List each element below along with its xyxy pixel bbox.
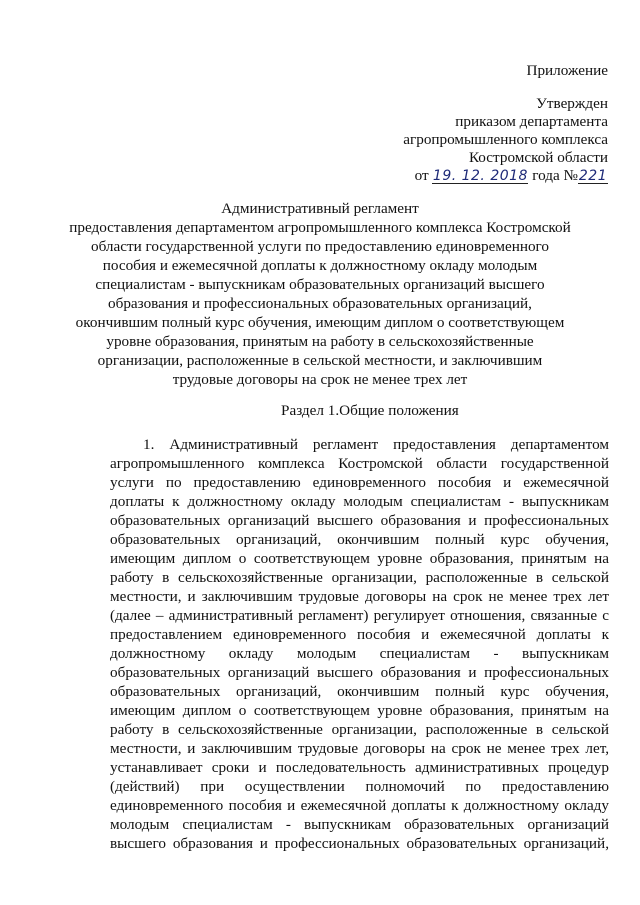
body-line: образовательных организаций, окончившим полный курс обучения, <box>110 531 609 548</box>
body-line: должностному окладу молодым специалистам - выпускникам <box>110 645 609 662</box>
order-line-2: агропромышленного комплекса <box>403 131 608 148</box>
order-line-3: Костромской области <box>468 149 608 166</box>
body-line: устанавливает сроки и последовательность административных процедур <box>110 759 609 776</box>
body-line: имеющим диплом о соответствующем уровне образования, принятым на <box>110 550 609 567</box>
body-line: местности, и заключившим трудовые договоры на срок не менее трех лет <box>110 588 609 605</box>
title-line: пособия и ежемесячной доплаты к должностному окладу молодым <box>102 257 538 274</box>
title-heading: Административный регламент <box>221 200 419 217</box>
title-line: окончившим полный курс обучения, имеющим диплом о соответствующем <box>75 314 565 331</box>
handwritten-number: 221 <box>578 168 608 184</box>
title-line: предоставления департаментом агропромышленного комплекса Костромской <box>69 219 571 236</box>
body-line: доплаты к должностному окладу молодым специалистам - выпускникам <box>110 493 609 510</box>
body-line: образовательных организаций высшего образования и профессиональных <box>110 512 609 529</box>
body-line: молодым специалистам - выпускникам образовательных организаций <box>110 816 609 833</box>
section-heading: Раздел 1.Общие положения <box>281 402 459 419</box>
body-line: высшего образования и профессиональных образовательных организаций, <box>110 835 609 852</box>
title-line: уровне образования, принятым на работу в сельскохозяйственные <box>106 333 534 350</box>
body-line: (действий) при осуществлении полномочий по предоставлению <box>110 778 609 795</box>
appendix-label: Приложение <box>526 62 608 79</box>
title-line: организации, расположенные в сельской местности, и заключившим <box>97 352 543 369</box>
title-line: специалистам - выпускникам образовательных организаций высшего <box>95 276 545 293</box>
date-suffix: года № <box>532 167 578 184</box>
body-line: предоставлением единовременного пособия и ежемесячной доплаты к <box>110 626 609 643</box>
body-line: услуги по предоставлению единовременного пособия и ежемесячной <box>110 474 609 491</box>
body-line: образовательных организаций, окончившим полный курс обучения, <box>110 683 609 700</box>
body-line: (далее – административный регламент) регулирует отношения, связанные с <box>110 607 609 624</box>
body-line: работу в сельскохозяйственные организации, расположенные в сельской <box>110 721 609 738</box>
body-line: работу в сельскохозяйственные организации, расположенные в сельской <box>110 569 609 586</box>
body-line: агропромышленного комплекса Костромской области государственной <box>110 455 609 472</box>
body-line: местности, и заключившим трудовые договоры на срок не менее трех лет, <box>110 740 609 757</box>
body-line: имеющим диплом о соответствующем уровне образования, принятым на <box>110 702 609 719</box>
body-line: единовременного пособия и ежемесячной доплаты к должностному окладу <box>110 797 609 814</box>
title-line: трудовые договоры на срок не менее трех лет <box>172 371 468 388</box>
approved-label: Утвержден <box>536 95 608 112</box>
handwritten-date: 19. 12. 2018 <box>432 168 528 184</box>
body-line: образовательных организаций высшего образования и профессиональных <box>110 664 609 681</box>
title-line: образования и профессиональных образовательных организаций, <box>108 295 532 312</box>
date-prefix: от <box>414 167 429 184</box>
body-line: 1. Административный регламент предоставления департаментом <box>143 436 609 453</box>
title-line: области государственной услуги по предоставлению единовременного <box>90 238 549 255</box>
order-line-1: приказом департамента <box>455 113 608 130</box>
order-date-line <box>415 167 608 185</box>
